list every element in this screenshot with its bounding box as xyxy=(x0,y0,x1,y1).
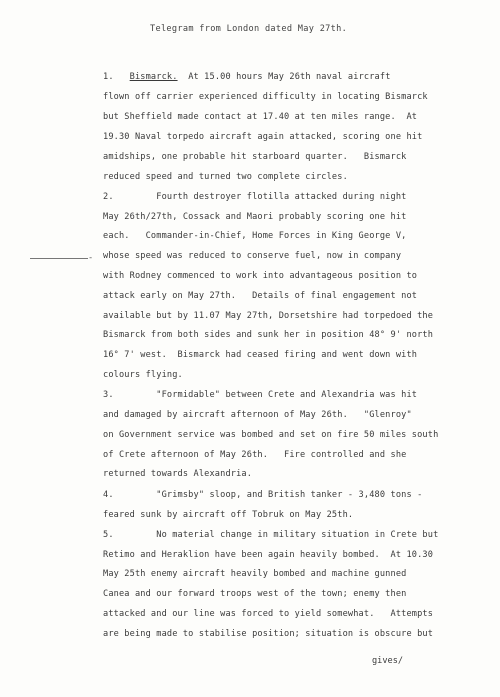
text-line: Bismarck from both sides and sunk her in position 48° 9' north xyxy=(103,330,434,340)
text-line: of Crete afternoon of May 26th. Fire controlled and she xyxy=(103,450,407,460)
text-line: 3. "Formidable" between Crete and Alexandria was hit xyxy=(103,390,418,400)
text-line: and damaged by aircraft afternoon of May 26th. "Glenroy" xyxy=(103,410,412,420)
margin-rule xyxy=(30,258,88,259)
margin-mark: - xyxy=(88,253,94,263)
text-line: with Rodney commenced to work into advantageous position to xyxy=(103,271,418,281)
catchword: gives/ xyxy=(372,656,404,666)
text-line: attack early on May 27th. Details of final engagement not xyxy=(103,291,418,301)
text-line: each. Commander-in-Chief, Home Forces in King George V, xyxy=(103,231,407,241)
text-line: returned towards Alexandria. xyxy=(103,469,253,479)
text-line: feared sunk by aircraft off Tobruk on May 25th. xyxy=(103,510,354,520)
text-line: flown off carrier experienced difficulty in locating Bismarck xyxy=(103,92,428,102)
text-line: whose speed was reduced to conserve fuel, now in company xyxy=(103,251,402,261)
text-line: but Sheffield made contact at 17.40 at ten miles range. At xyxy=(103,112,418,122)
text-line: Canea and our forward troops west of the town; enemy then xyxy=(103,589,407,599)
text-line: reduced speed and turned two complete circles. xyxy=(103,172,348,182)
text-line: Retimo and Heraklion have been again heavily bombed. At 10.30 xyxy=(103,550,434,560)
text-line: May 26th/27th, Cossack and Maori probably scoring one hit xyxy=(103,212,407,222)
text-line: May 25th enemy aircraft heavily bombed and machine gunned xyxy=(103,569,407,579)
text-line: are being made to stabilise position; situation is obscure but xyxy=(103,629,434,639)
text-line: 1. Bismarck. At 15.00 hours May 26th naval aircraft xyxy=(103,72,391,82)
bismarck-heading: Bismarck. xyxy=(129,72,178,82)
text-line: amidships, one probable hit starboard quarter. Bismarck xyxy=(103,152,407,162)
text-line: available but by 11.07 May 27th, Dorsetshire had torpedoed the xyxy=(103,311,434,321)
text-line: colours flying. xyxy=(103,370,183,380)
text-line: attacked and our line was forced to yield somewhat. Attempts xyxy=(103,609,434,619)
text-line: 19.30 Naval torpedo aircraft again attacked, scoring one hit xyxy=(103,132,423,142)
text-line: 16° 7' west. Bismarck had ceased firing and went down with xyxy=(103,350,418,360)
text-line: on Government service was bombed and set on fire 50 miles south xyxy=(103,430,439,440)
telegram-heading: Telegram from London dated May 27th. xyxy=(150,24,348,34)
text-line: 5. No material change in military situation in Crete but xyxy=(103,530,439,540)
text-line: 4. "Grimsby" sloop, and British tanker - 3,480 tons - xyxy=(103,490,423,500)
text-line: 2. Fourth destroyer flotilla attacked during night xyxy=(103,192,407,202)
